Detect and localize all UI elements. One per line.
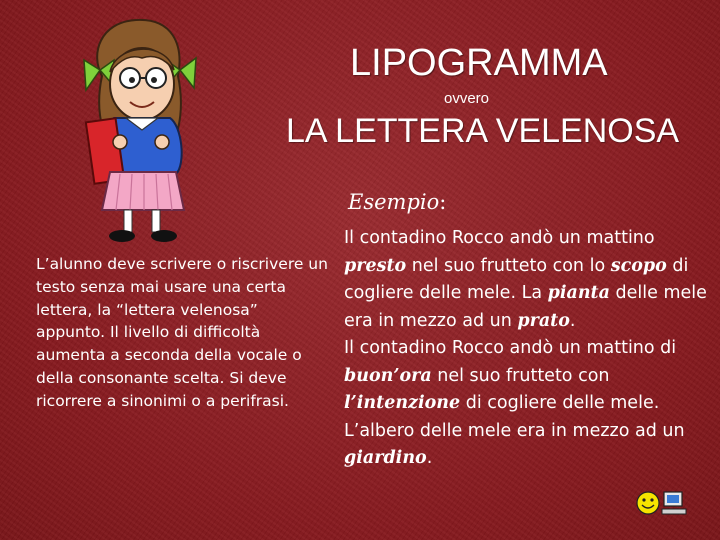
esempio-heading — [348, 190, 446, 214]
text-span: di cogliere delle mele. L’albero delle mele era in mezzo ad un — [344, 393, 685, 441]
example-paragraph-1 — [344, 225, 714, 335]
text-span: . — [426, 448, 433, 468]
explanation-paragraph: L’alunno deve scrivere o riscrivere un testo senza mai usare una certa lettera, la “lettera velenosa” appunto. Il livello di difficoltà aumenta a seconda della vocale o della consonante scelta. Si deve ricorrere a sinonimi o a perifrasi. — [36, 255, 328, 410]
esempio-colon: : — [439, 190, 447, 214]
keyword-prato: prato — [517, 310, 570, 331]
example-text — [344, 225, 714, 473]
example-paragraph-2 — [344, 335, 714, 473]
text-span: nel suo frutteto con lo — [406, 255, 611, 276]
girl-with-book-illustration — [80, 14, 220, 246]
text-span: di cogliere delle mele. La — [344, 255, 689, 303]
text-span: . — [569, 310, 576, 331]
text-span: Il contadino Rocco andò un mattino di — [344, 338, 677, 358]
ovvero-label: ovvero — [444, 90, 490, 107]
slide-subtitle: LA LETTERA VELENOSA — [286, 112, 680, 150]
keyword-scopo: scopo — [610, 255, 667, 276]
text-span: Il contadino Rocco andò un mattino — [344, 228, 655, 248]
esempio-label: Esempio — [348, 190, 440, 214]
text-span: delle mele era in mezzo ad un — [344, 283, 707, 331]
keyword-pianta: pianta — [547, 283, 610, 303]
keyword-presto: presto — [344, 255, 407, 276]
slide-title: LIPOGRAMMA — [350, 42, 608, 84]
keyword-lintenzione: l’intenzione — [344, 393, 461, 413]
smiley-computer-icon — [636, 489, 688, 517]
keyword-giardino: giardino — [344, 448, 427, 468]
text-span: nel suo frutteto con — [431, 365, 610, 386]
keyword-buonora: buon’ora — [344, 365, 432, 386]
